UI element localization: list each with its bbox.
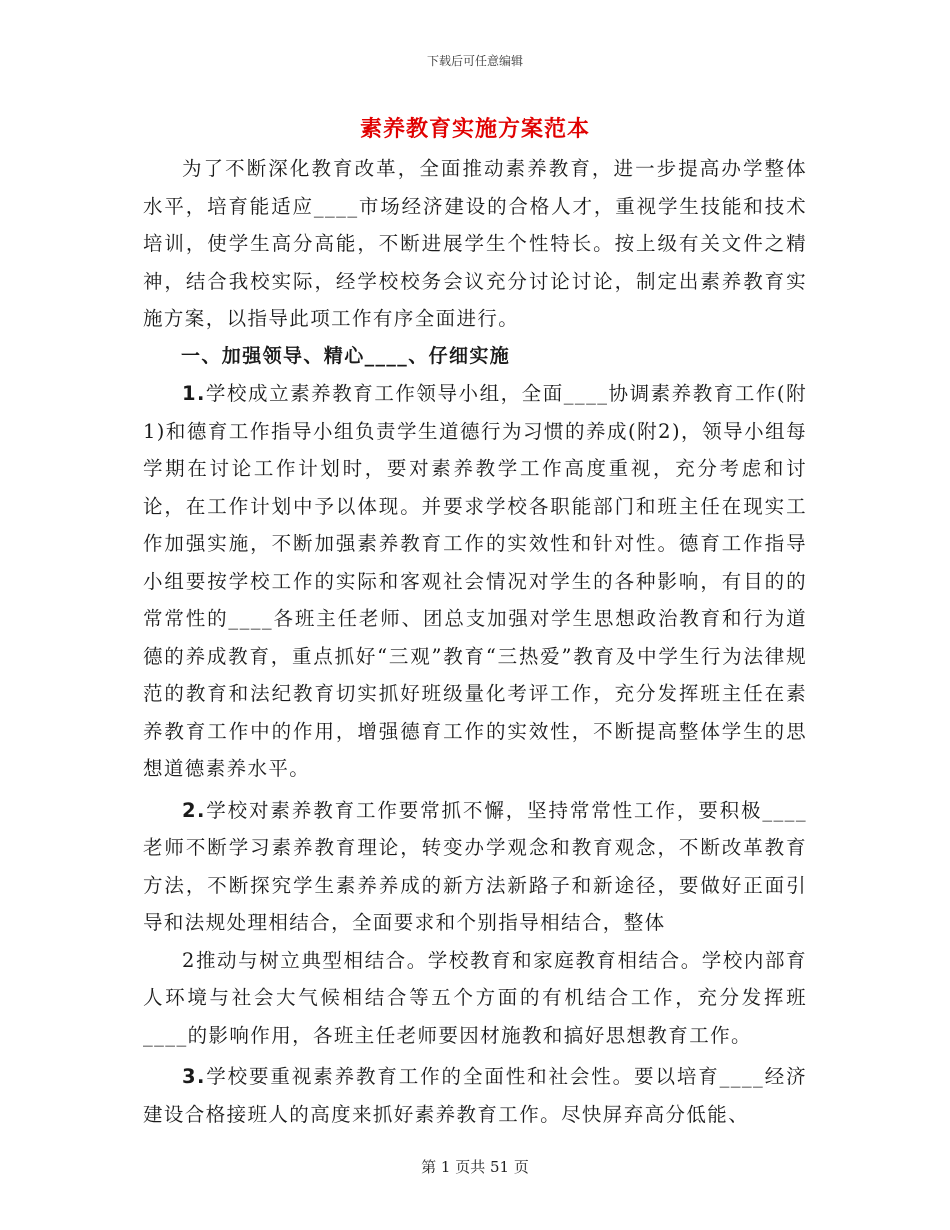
item-1-paragraph xyxy=(143,375,807,788)
item-2-continuation: 2推动与树立典型相结合。学校教育和家庭教育相结合。学校内部育人环境与社会大气候相结合等五个方面的有机结合工作，充分发挥班____的影响作用，各班主任老师要因材施教和搞好思想教育工作。 xyxy=(143,948,807,1047)
item-2-paragraph xyxy=(143,792,807,942)
document-title: 素养教育实施方案范本 xyxy=(359,116,590,142)
page-header-note: 下载后可任意编辑 xyxy=(426,54,523,68)
document-body xyxy=(143,150,807,1133)
intro-paragraph: 为了不断深化教育改革，全面推动素养教育，进一步提高办学整体水平，培育能适应____市场经济建设的合格人才，重视学生技能和技术培训，使学生高分高能，不断进展学生个性特长。按上级有关文件之精神，结合我校实际，经学校校务会议充分讨论讨论，制定出素养教育实施方案，以指导此项工作有序全面进行。 xyxy=(143,157,807,330)
item-2-text: 学校对素养教育工作要常抓不懈，坚持常常性工作，要积极____老师不断学习素养教育理论，转变办学观念和教育观念，不断改革教育方法，不断探究学生素养养成的新方法新路子和新途径，要做好正面引导和法规处理相结合，全面要求和个别指导相结合，整体 xyxy=(143,798,807,934)
item-3-text: 学校要重视素养教育工作的全面性和社会性。要以培育____经济建设合格接班人的高度来抓好素养教育工作。尽快屏弃高分低能、 xyxy=(143,1065,807,1126)
item-3-paragraph xyxy=(143,1058,807,1133)
section-heading: 一、加强领导、精心____、仔细实施 xyxy=(181,344,511,367)
item-1-text: 学校成立素养教育工作领导小组，全面____协调素养教育工作(附1)和德育工作指导小组负责学生道德行为习惯的养成(附2)，领导小组每学期在讨论工作计划时，要对素养教学工作高度重视，充分考虑和讨论，在工作计划中予以体现。并要求学校各职能部门和班主任在现实工作加强实施，不断加强素养教育工作的实效性和针对性。德育工作指导小组要按学校工作的实际和客观社会情况对学生的各种影响，有目的的常常性的____各班主任老师、团总支加强对学生思想政治教育和行为道德的养成教育，重点抓好“三观”教育“三热爱”教育及中学生行为法律规范的教育和法纪教育切实抓好班级量化考评工作，充分发挥班主任在素养教育工作中的作用，增强德育工作的实效性，不断提高整体学生的思想道德素养水平。 xyxy=(143,382,807,780)
item-2-number: 2. xyxy=(182,798,206,822)
page-number: 第 1 页共 51 页 xyxy=(421,1158,529,1176)
item-1-number: 1. xyxy=(182,382,206,405)
item-3-number: 3. xyxy=(182,1065,206,1088)
